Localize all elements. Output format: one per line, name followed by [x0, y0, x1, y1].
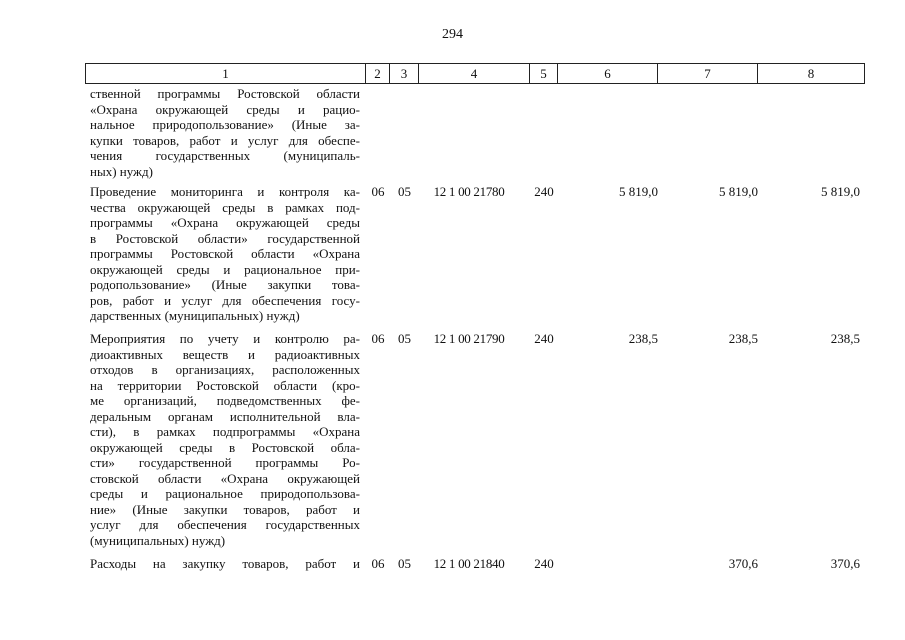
- description-line: окружающей среды в Ростовской обла-: [90, 439, 360, 455]
- description-line: (муниципальных) нужд): [90, 532, 226, 548]
- header-col-2: 2: [365, 63, 390, 84]
- header-col-1: 1: [85, 63, 366, 84]
- description-line: «Охрана окружающей среды и рацио-: [90, 101, 360, 117]
- description-line: сти), в рамках подпрограммы «Охрана: [90, 424, 360, 439]
- description-line: диоактивных веществ и радиоактивных: [90, 346, 360, 362]
- description-line: сти» государственной программы Ро-: [90, 455, 360, 470]
- description-line: Расходы на закупку товаров, работ и: [90, 556, 360, 571]
- description-line: стовской области «Охрана окружающей: [90, 470, 360, 486]
- description-line: услуг для обеспечения государственных: [90, 517, 360, 532]
- subsection-code: 05: [398, 184, 411, 199]
- header-col-3: 3: [389, 63, 419, 84]
- amount-col-6: 238,5: [628, 331, 658, 346]
- row-description: [90, 331, 360, 548]
- section-code: 06: [371, 184, 385, 199]
- target-article-code: 12 1 00 21840: [433, 556, 505, 571]
- description-line: чения государственных (муниципаль-: [90, 148, 360, 163]
- description-line: программы Ростовской области «Охрана: [90, 246, 360, 261]
- header-col-6: 6: [557, 63, 658, 84]
- amount-col-8: 370,6: [830, 556, 860, 571]
- description-line: нальное природопользование» (Иные за-: [90, 117, 360, 132]
- description-line: среды и рациональное природопользова-: [90, 486, 360, 501]
- description-line: купки товаров, работ и услуг для обеспе-: [90, 132, 360, 148]
- description-line: ме организаций, подведомственных фе-: [90, 393, 360, 408]
- header-col-4: 4: [418, 63, 530, 84]
- expense-type-code: 240: [534, 556, 554, 571]
- description-line: ров, работ и услуг для обеспечения госу-: [90, 292, 360, 308]
- subsection-code: 05: [398, 331, 411, 346]
- description-line: дарственных (муниципальных) нужд): [90, 308, 300, 323]
- header-col-7: 7: [657, 63, 758, 84]
- description-line: на территории Ростовской области (кро-: [90, 377, 360, 393]
- target-article-code: 12 1 00 21790: [433, 331, 505, 346]
- amount-col-7: 370,6: [728, 556, 758, 571]
- section-code: 06: [371, 556, 385, 571]
- header-col-5: 5: [529, 63, 558, 84]
- row-description: [90, 556, 360, 572]
- description-line: Мероприятия по учету и контролю ра-: [90, 331, 360, 346]
- expense-type-code: 240: [534, 331, 554, 346]
- target-article-code: 12 1 00 21780: [433, 184, 505, 199]
- description-line: ных) нужд): [90, 163, 153, 179]
- description-line: деральным органам исполнительной вла-: [90, 408, 360, 424]
- description-line: ственной программы Ростовской области: [90, 86, 360, 101]
- description-line: окружающей среды и рациональное при-: [90, 261, 360, 277]
- section-code: 06: [371, 331, 385, 346]
- header-col-8: 8: [757, 63, 865, 84]
- amount-col-7: 238,5: [728, 331, 758, 346]
- description-line: Проведение мониторинга и контроля ка-: [90, 184, 360, 199]
- row-description: [90, 184, 360, 324]
- subsection-code: 05: [398, 556, 411, 571]
- description-line: родопользование» (Иные закупки това-: [90, 277, 360, 292]
- amount-col-7: 5 819,0: [719, 184, 758, 199]
- description-line: чества окружающей среды в рамках под-: [90, 199, 360, 215]
- expense-type-code: 240: [534, 184, 554, 199]
- amount-col-6: 5 819,0: [619, 184, 658, 199]
- description-line: ние» (Иные закупки товаров, работ и: [90, 501, 360, 517]
- description-line: программы «Охрана окружающей среды: [90, 215, 360, 230]
- description-line: отходов в организациях, расположенных: [90, 362, 360, 377]
- description-line: в Ростовской области» государственной: [90, 230, 360, 246]
- amount-col-8: 238,5: [830, 331, 860, 346]
- amount-col-8: 5 819,0: [821, 184, 860, 199]
- page-number: 294: [442, 27, 463, 42]
- row-description: [90, 86, 360, 179]
